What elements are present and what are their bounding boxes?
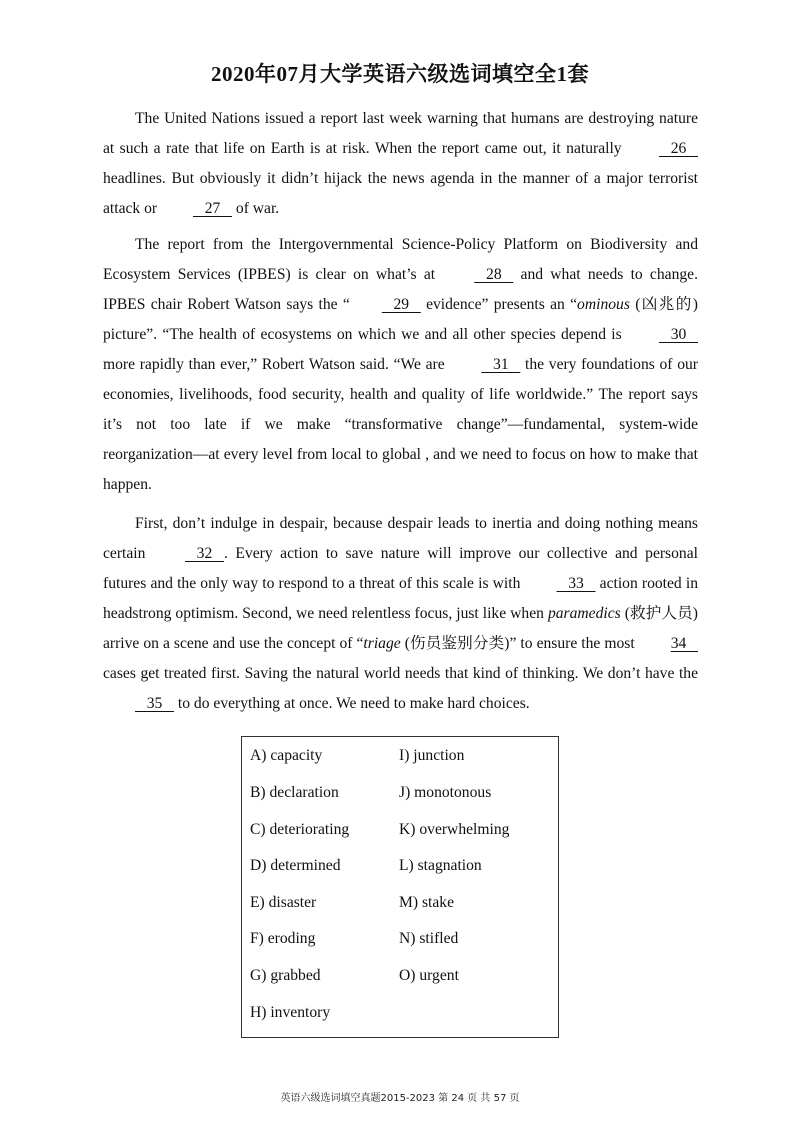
word-bank bbox=[241, 736, 559, 1038]
p3-text-7: to do everything at once. We need to make hard choices. bbox=[173, 695, 530, 712]
p3-text-6: cases get treated first. Saving the natural world needs that kind of thinking. We don’t have the bbox=[103, 665, 698, 682]
paragraph-3 bbox=[103, 509, 698, 719]
triage-term: triage bbox=[363, 635, 401, 652]
option-o: O) urgent bbox=[399, 967, 459, 984]
blank-26: 26 bbox=[659, 140, 698, 157]
option-k: K) overwhelming bbox=[399, 821, 510, 838]
p3-text-5: (伤员鉴别分类)” to ensure the most bbox=[400, 635, 639, 652]
p2-text-5: more rapidly than ever,” Robert Watson said. “We are bbox=[103, 356, 450, 373]
blank-31: 31 bbox=[481, 356, 521, 373]
option-n: N) stifled bbox=[399, 930, 459, 947]
option-b: B) declaration bbox=[250, 784, 339, 801]
option-j: J) monotonous bbox=[399, 784, 492, 801]
p1-text-2: headlines. But obviously it didn’t hijack the news agenda in the manner of a major terrorist attack or bbox=[103, 170, 698, 217]
option-f: F) eroding bbox=[250, 930, 316, 947]
option-m: M) stake bbox=[399, 894, 454, 911]
option-a: A) capacity bbox=[250, 747, 323, 764]
p1-text-1: The United Nations issued a report last week warning that humans are destroying nature at such a rate that life on Earth is at risk. When the report came out, it naturally bbox=[103, 110, 698, 157]
p2-text-2: and what needs to change. IPBES chair Robert Watson says the “ bbox=[103, 266, 698, 313]
option-e: E) disaster bbox=[250, 894, 317, 911]
blank-35: 35 bbox=[135, 695, 174, 712]
paramedics-term: paramedics bbox=[547, 605, 621, 622]
blank-28: 28 bbox=[474, 266, 514, 283]
paragraph-2 bbox=[103, 230, 698, 500]
option-d: D) determined bbox=[250, 857, 341, 874]
page-title: 2020年07月大学英语六级选词填空全1套 bbox=[211, 62, 589, 86]
p1-text-3: of war. bbox=[232, 200, 280, 217]
option-h: H) inventory bbox=[250, 1004, 331, 1021]
ominous-term: ominous bbox=[577, 296, 630, 313]
option-l: L) stagnation bbox=[399, 857, 482, 874]
p2-text-4: (凶兆的) picture”. “The health of ecosystems on which we and all other species depend is bbox=[103, 296, 698, 343]
p2-text-1: The report from the Intergovernmental Science-Policy Platform on Biodiversity and Ecosystem Services (IPBES) is clear on what’s at bbox=[103, 236, 698, 283]
blank-29: 29 bbox=[381, 296, 421, 313]
p2-text-6: the very foundations of our economies, livelihoods, food security, health and quality of life worldwide.” The report says it’s not too late if we make “transformative change”—fundamental, system-wide reorganization—at every level from local to global , and we need to focus on how to make that happen. bbox=[103, 356, 698, 493]
option-i: I) junction bbox=[399, 747, 465, 764]
paragraph-1 bbox=[103, 104, 698, 224]
option-c: C) deteriorating bbox=[250, 821, 350, 838]
blank-30: 30 bbox=[659, 326, 698, 343]
blank-34: 34 bbox=[670, 635, 698, 652]
p2-text-3: evidence” presents an “ bbox=[420, 296, 578, 313]
p3-text-3: action rooted in headstrong optimism. Second, we need relentless focus, just like when bbox=[103, 575, 699, 622]
blank-33: 33 bbox=[556, 575, 596, 592]
blank-32: 32 bbox=[184, 545, 224, 562]
page-footer: 英语六级选词填空真题2015-2023 第 24 页 共 57 页 bbox=[280, 1093, 520, 1104]
p3-text-4: (救护人员) arrive on a scene and use the concept of “ bbox=[103, 605, 698, 652]
blank-27: 27 bbox=[193, 200, 232, 217]
p3-text-1: First, don’t indulge in despair, because despair leads to inertia and doing nothing means certain bbox=[103, 515, 698, 562]
p3-text-2: . Every action to save nature will improve our collective and personal futures and the only way to respond to a threat of this scale is with bbox=[103, 545, 698, 592]
option-g: G) grabbed bbox=[250, 967, 321, 984]
